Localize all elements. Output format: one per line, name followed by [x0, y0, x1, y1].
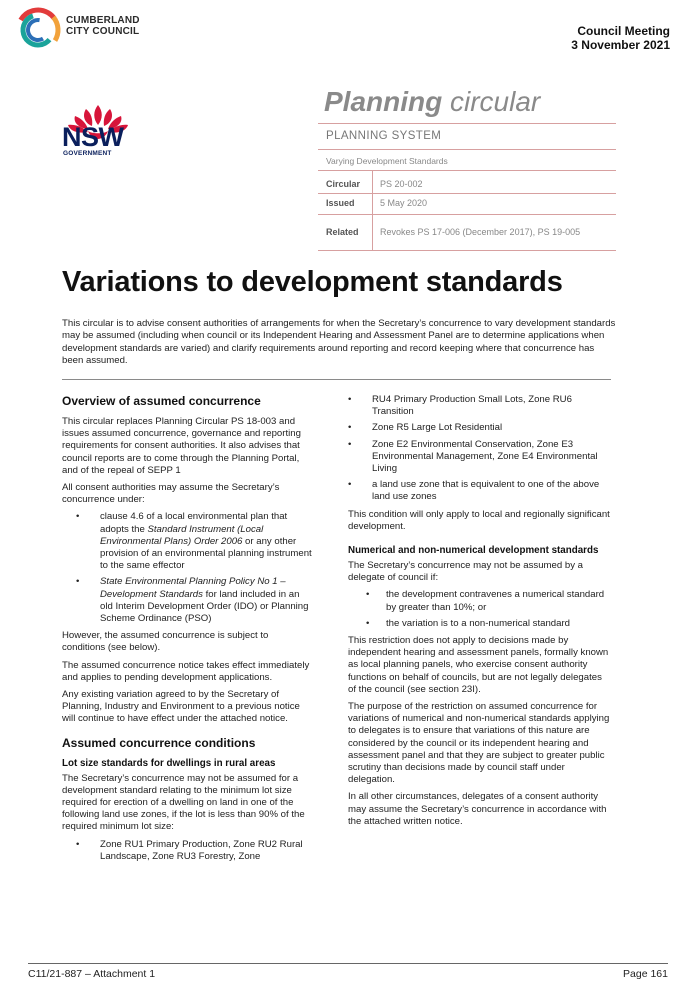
circular-subtitle: Varying Development Standards [326, 156, 448, 166]
subheading-lot-size: Lot size standards for dwellings in rural areas [62, 757, 276, 769]
right-column [348, 394, 612, 833]
paragraph: This condition will only apply to local and regionally significant development. [348, 508, 610, 532]
subheading-numerical: Numerical and non-numerical development standards [348, 545, 599, 557]
section-divider [62, 379, 611, 380]
cumberland-logo-icon [14, 6, 62, 54]
paragraph: However, the assumed concurrence is subject to conditions (see below). [62, 630, 269, 654]
divider [318, 170, 616, 171]
list-item: • Zone E2 Environmental Conservation, Zone E3 Environmental Management, Zone E4 Environmental Living [372, 439, 612, 476]
list-item [100, 576, 314, 625]
meta-value-issued: 5 May 2020 [380, 198, 428, 208]
footer-reference: C11/21-887 – Attachment 1 [28, 968, 156, 980]
concurrence-list [62, 511, 314, 625]
nsw-government-label: GOVERNMENT [63, 150, 112, 157]
paragraph: This restriction does not apply to decisions made by independent hearing and assessment panels, formally known as local planning panels, who exercise consent authority functions on behalf of councils, but are not legally delegates of the council (see section 23I). [348, 635, 609, 695]
meeting-title: Council Meeting [577, 24, 670, 38]
meeting-info [571, 24, 670, 52]
circular-title-bold: Planning [324, 86, 443, 117]
list-item [100, 511, 314, 572]
list-item-citation: Standard Instrument (Local Environmental Plans) Order 2006 [100, 523, 264, 547]
page-title: Variations to development standards [62, 266, 563, 298]
paragraph: All consent authorities may assume the Secretary’s concurrence under: [62, 482, 280, 506]
list-item: • Zone R5 Large Lot Residential [372, 422, 612, 434]
meta-value-circular: PS 20-002 [380, 179, 423, 189]
list-item: • a land use zone that is equivalent to one of the above land use zones [372, 479, 612, 503]
paragraph: In all other circumstances, delegates of a consent authority may assume the Secretary’s concurrence in accordance with the attached written notice. [348, 791, 607, 827]
list-item-text: clause 4.6 of a local environmental plan that adopts the [100, 511, 288, 535]
zone-list [62, 839, 314, 863]
meta-label-related: Related [326, 227, 359, 237]
circular-title-rest: circular [442, 86, 541, 117]
delegate-conditions-list [348, 589, 612, 630]
planning-system-label: PLANNING SYSTEM [326, 130, 442, 142]
paragraph: The Secretary’s concurrence may not be assumed by a delegate of council if: [348, 560, 583, 584]
paragraph: Any existing variation agreed to by the Secretary of Planning, Industry and Environment to a previous notice will continue to have effect under the attached notice. [62, 689, 300, 725]
divider [318, 149, 616, 150]
list-item-continued [372, 394, 612, 418]
council-name [66, 15, 140, 37]
paragraph: This circular replaces Planning Circular PS 18-003 and issues assumed concurrence, governance and reporting requirements for consent authorities. It also advises that council reports are to come through the Planning Portal, and of the repeal of SEPP 1 [62, 416, 301, 476]
intro-paragraph: This circular is to advise consent authorities of arrangements for when the Secretary’s concurrence to vary development standards may be assumed (including when council or its Independent Hearing and Assessment Panel are to determine applications when development standards are varied) and clarify requirements around reporting and record keeping where that concurrence has been assumed. [62, 318, 616, 367]
meeting-date: 3 November 2021 [571, 38, 670, 52]
divider [318, 214, 616, 215]
meta-column-divider [372, 170, 373, 250]
divider [318, 250, 616, 251]
left-column [62, 394, 314, 868]
paragraph: The purpose of the restriction on assumed concurrence for variations of numerical and non-numerical standards applying to delegates is to ensure that variations of this nature are considered by the council or its independent hearing and assessment panel and that they are subject to greater public scrutiny than decisions made by council staff under delegation. [348, 701, 610, 786]
zone-list-continued [348, 394, 612, 504]
list-item-text: RU4 Primary Production Small Lots, Zone RU6 Transition [372, 394, 572, 418]
page-number: Page 161 [623, 968, 668, 980]
list-item-text: or any other provision of an environmental planning instrument to the same effector [100, 535, 312, 572]
list-item: • Zone RU1 Primary Production, Zone RU2 Rural Landscape, Zone RU3 Forestry, Zone [100, 839, 314, 863]
meta-label-issued: Issued [326, 198, 355, 208]
divider [318, 123, 616, 124]
heading-conditions: Assumed concurrence conditions [62, 735, 256, 750]
heading-overview: Overview of assumed concurrence [62, 394, 261, 408]
list-item-text: for land included in an old Interim Development Order (IDO) or Planning Scheme Ordinance (PSO) [100, 588, 309, 625]
council-name-line1: CUMBERLAND [66, 15, 140, 26]
circular-title [324, 86, 540, 118]
paragraph: The Secretary’s concurrence may not be assumed for a development standard relating to the minimum lot size required for erection of a dwelling on land in one of the following land use zones, if the lot is less than 90% of the required minimum lot size: [62, 772, 305, 833]
meta-label-circular: Circular [326, 179, 361, 189]
list-item: • the variation is to a non-numerical standard [386, 618, 612, 630]
council-name-line2: CITY COUNCIL [66, 26, 140, 37]
list-item-citation: State Environmental Planning Policy No 1 – Development Standards [100, 576, 286, 600]
list-item: • the development contravenes a numerical standard by greater than 10%; or [386, 589, 612, 613]
meta-value-related: Revokes PS 17-006 (December 2017), PS 19-005 [380, 227, 581, 237]
paragraph: The assumed concurrence notice takes effect immediately and applies to pending development applications. [62, 659, 310, 683]
nsw-wordmark: NSW [62, 122, 124, 152]
divider [318, 193, 616, 194]
footer-divider [28, 963, 668, 964]
